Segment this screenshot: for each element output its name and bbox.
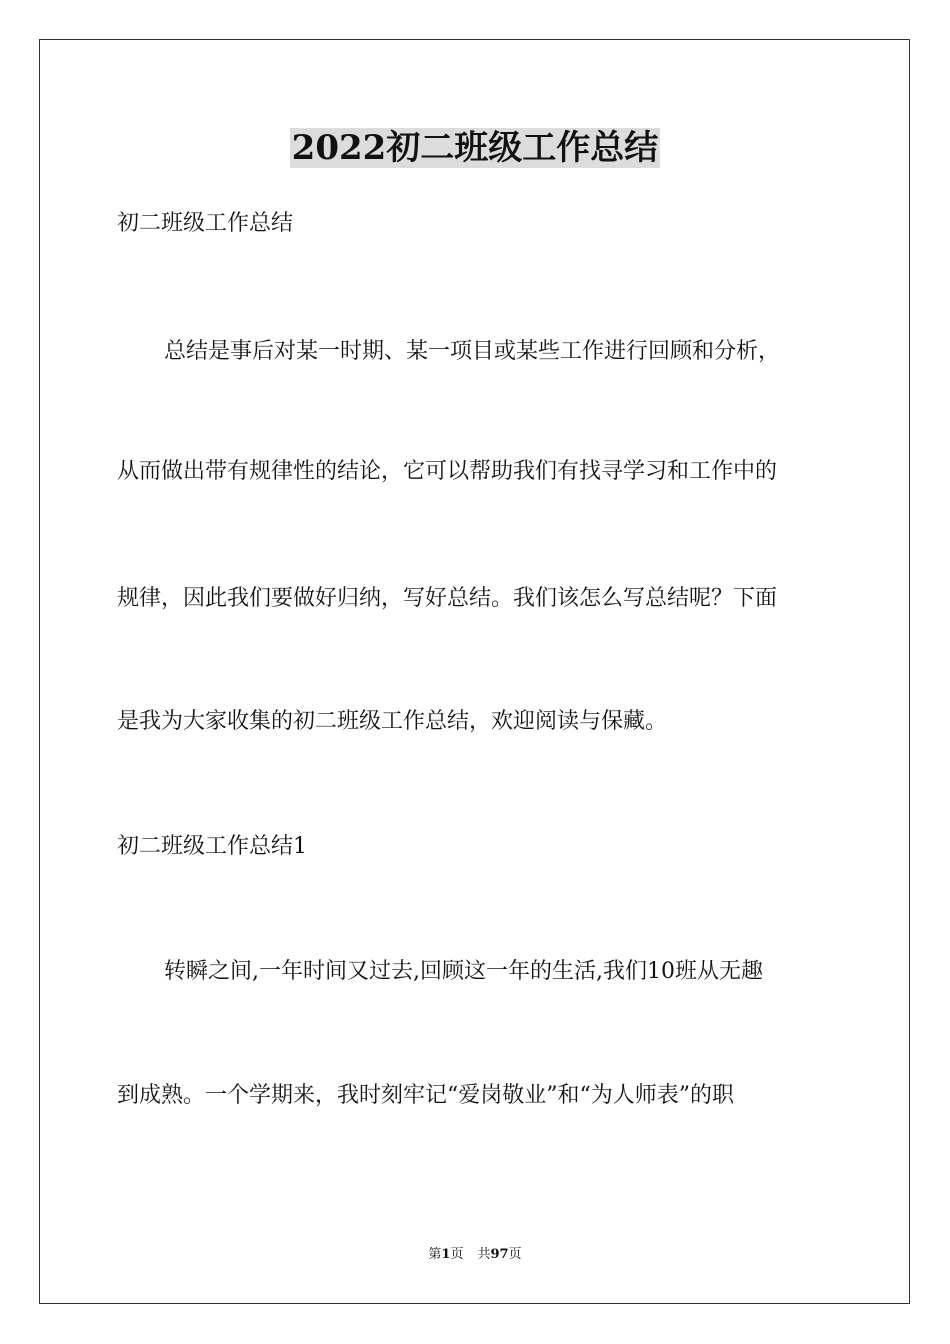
paragraph-line-5: 转瞬之间,一年时间又过去,回顾这一年的生活,我们10班从无趣 xyxy=(164,959,763,984)
paragraph-line-2: 从而做出带有规律性的结论，它可以帮助我们有找寻学习和工作中的 xyxy=(117,459,778,484)
document-title: 2022初二班级工作总结 xyxy=(291,128,659,168)
total-suffix: 页 xyxy=(508,1247,522,1262)
section-heading: 初二班级工作总结 xyxy=(117,211,294,236)
page-suffix: 页 xyxy=(450,1247,464,1262)
page-prefix: 第 xyxy=(428,1247,442,1262)
paragraph-line-3: 规律，因此我们要做好归纳，写好总结。我们该怎么写总结呢？下面 xyxy=(117,586,778,611)
paragraph-line-4: 是我为大家收集的初二班级工作总结，欢迎阅读与保藏。 xyxy=(117,709,668,734)
total-prefix: 共 xyxy=(477,1247,491,1262)
title-container xyxy=(0,128,950,168)
paragraph-line-1: 总结是事后对某一时期、某一项目或某些工作进行回顾和分析， xyxy=(164,339,781,364)
section-heading-1: 初二班级工作总结1 xyxy=(117,834,307,859)
page-footer xyxy=(0,1246,950,1264)
paragraph-line-6: 到成熟。一个学期来，我时刻牢记“爱岗敬业”和“为人师表”的职 xyxy=(117,1083,734,1108)
page-total: 97 xyxy=(490,1247,509,1262)
page-current: 1 xyxy=(441,1247,451,1262)
